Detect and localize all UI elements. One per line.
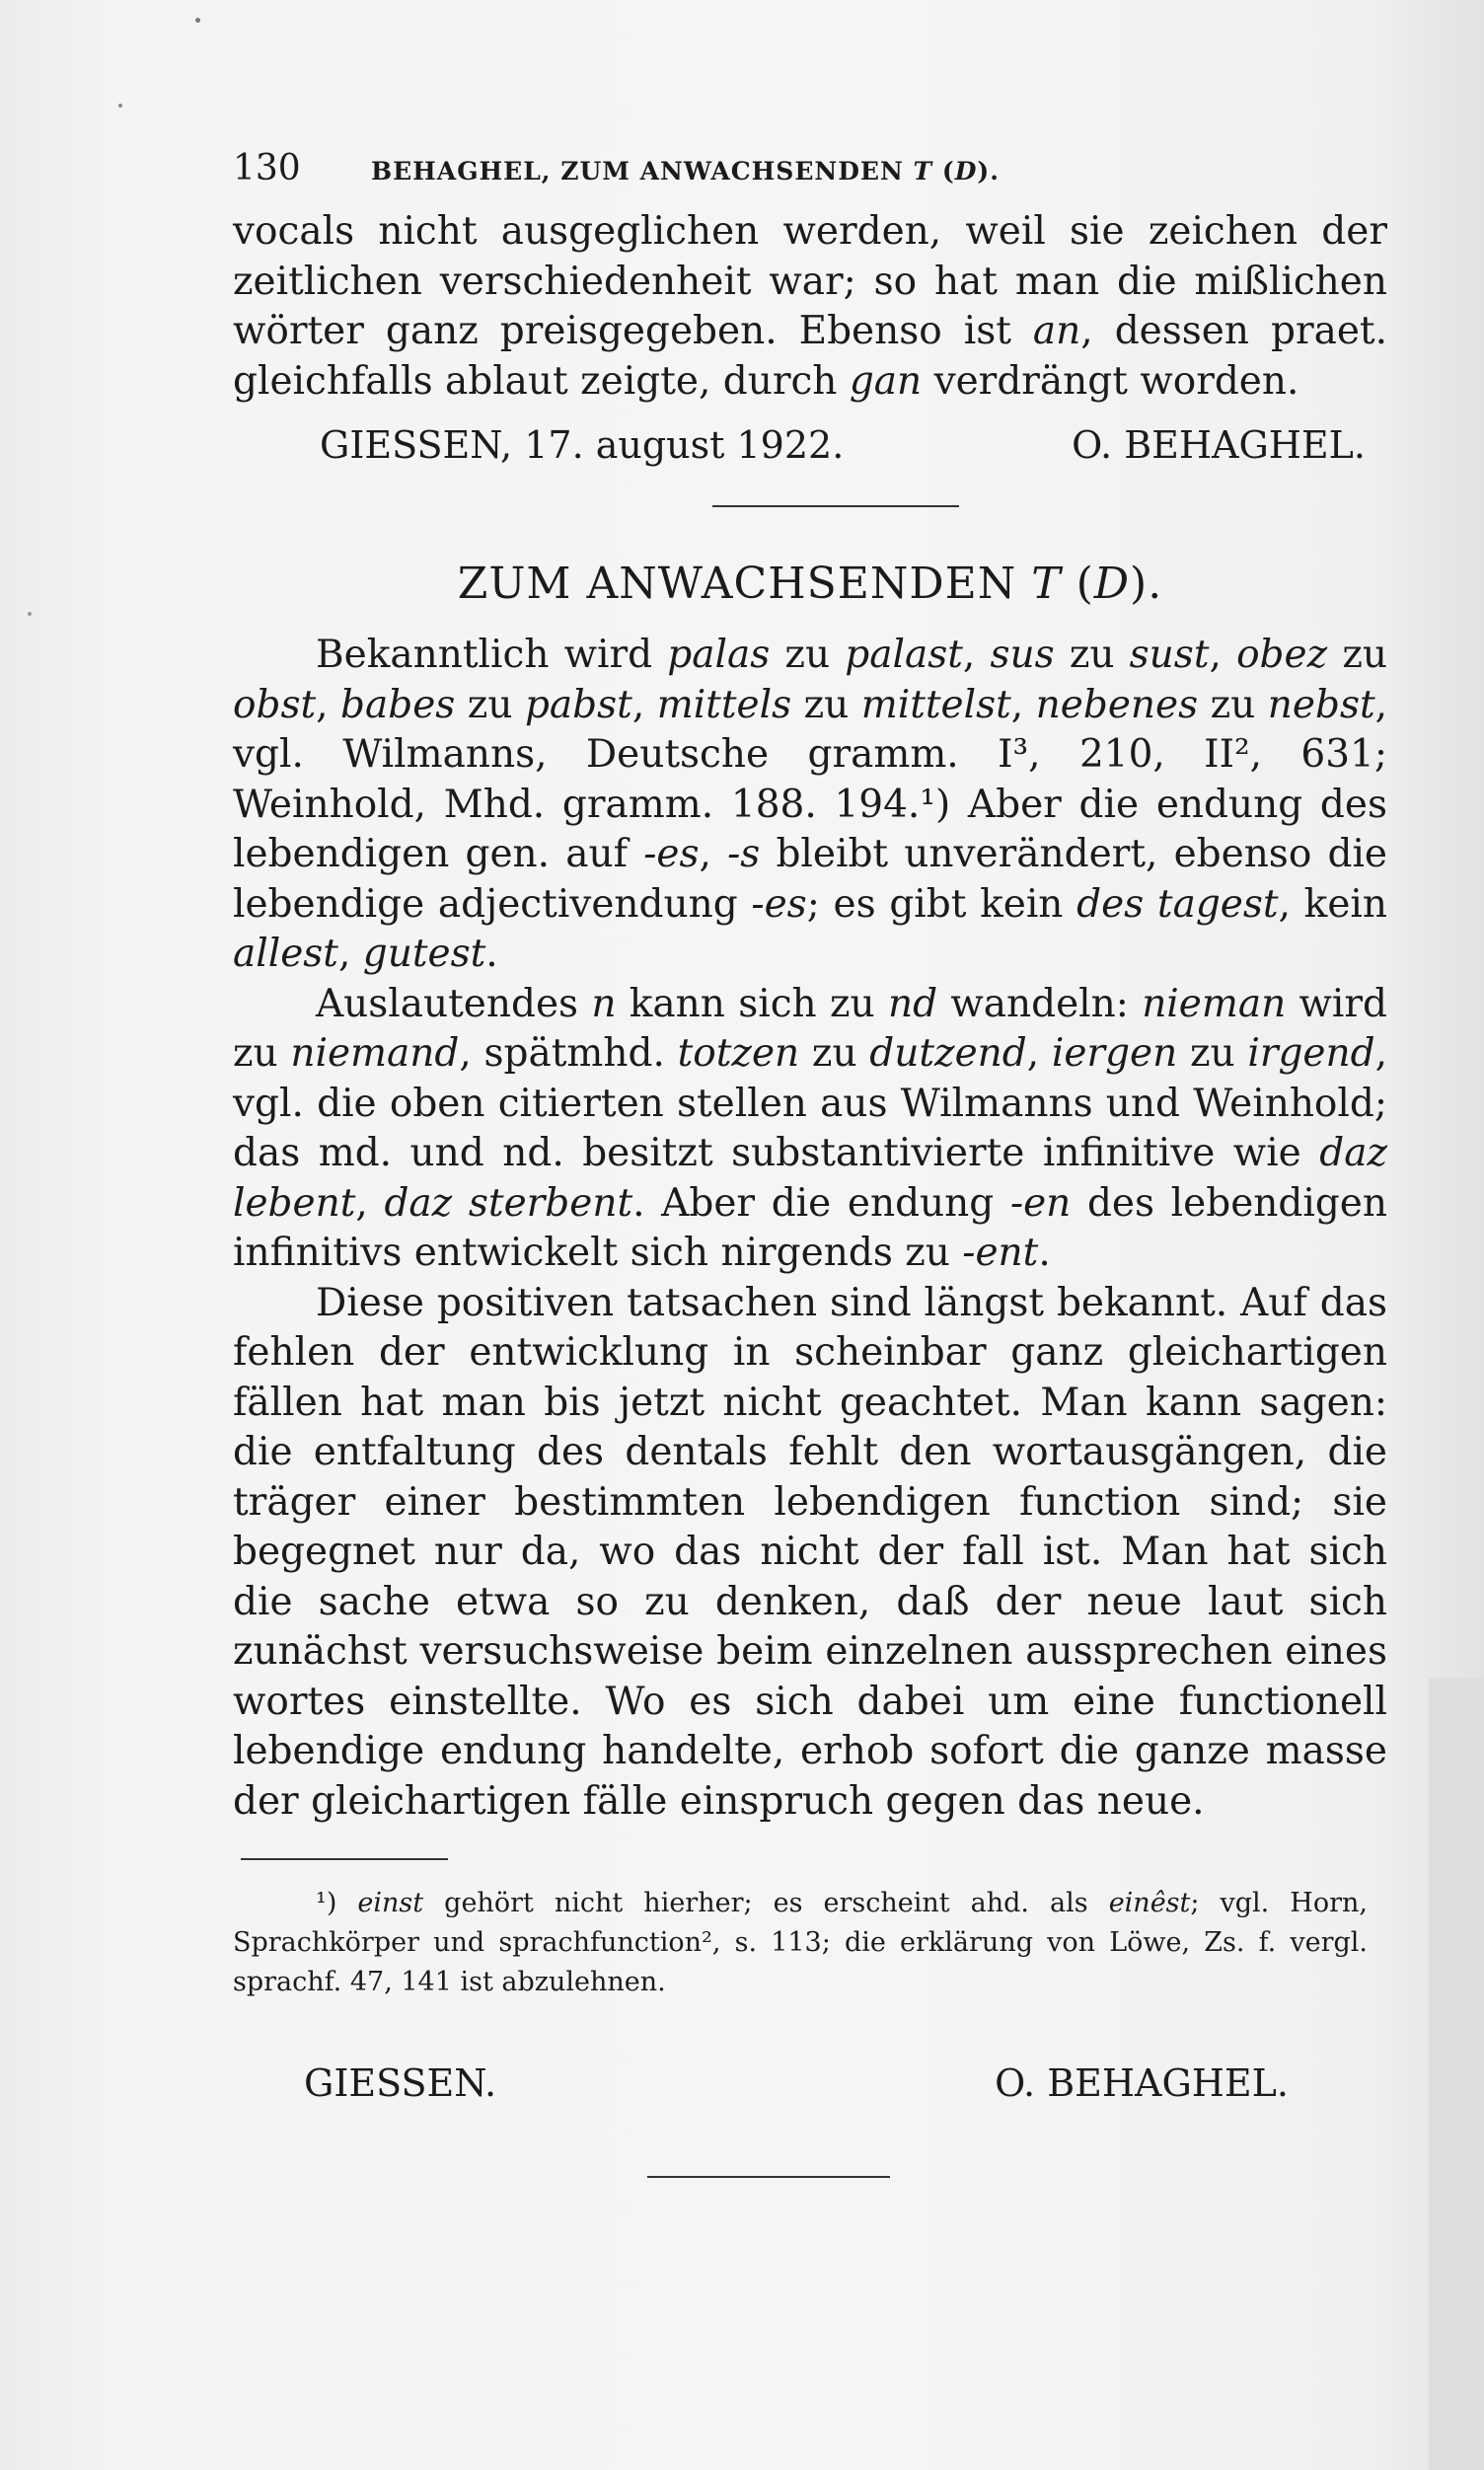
adjacent-page-edge xyxy=(1429,1678,1484,2470)
previous-article-closing-paragraph: vocals nicht ausgeglichen werden, weil sie zeichen der zeitlichen verschiedenheit war; so hat man die mißlichen wörter ganz preisgegeben. Ebenso ist an, dessen praet. gleichfalls ablaut zeigte, durch gan verdrängt worden. xyxy=(233,209,1387,404)
running-title: BEHAGHEL, ZUM ANWACHSENDEN T (D). xyxy=(371,157,1000,186)
page-number: 130 xyxy=(233,148,301,188)
paragraph-1: Bekanntlich wird palas zu palast, sus zu sust, obez zu obst, babes zu pabst, mittels zu mittelst, nebenes zu nebst, vgl. Wilmanns, Deutsche gramm. I³, 210, II², 631; Weinhold, Mhd. gramm. 188. 194.¹) Aber die endung des lebendigen gen. auf -es, -s bleibt unverändert, ebenso die lebendige adjectivendung -es; es gibt kein des tagest, kein allest, gutest. xyxy=(233,633,1388,976)
end-rule xyxy=(647,2176,890,2178)
place: GIESSEN. xyxy=(304,2061,497,2105)
author: O. BEHAGHEL. xyxy=(995,2061,1289,2105)
place-date: GIESSEN, 17. august 1922. xyxy=(320,423,845,467)
footnote-rule xyxy=(241,1858,448,1860)
author: O. BEHAGHEL. xyxy=(1072,423,1366,467)
footnote: ¹) einst gehört nicht hierher; es erscheint ahd. als einêst; vgl. Horn, Sprachkörper und sprachfunction², s. 113; die erklärung von Löwe, Zs. f. vergl. sprachf. 47, 141 ist abzulehnen. xyxy=(233,1888,1368,1997)
paragraph-2: Auslautendes n kann sich zu nd wandeln: nieman wird zu niemand, spätmhd. totzen zu dutzend, iergen zu irgend, vgl. die oben citierten stellen aus Wilmanns und Weinhold; das md. und nd. besitzt substantivierte infinitive wie daz lebent, daz sterbent. Aber die endung -en des lebendigen infinitivs entwickelt sich nirgends zu -ent. xyxy=(233,981,1387,1275)
running-head xyxy=(233,148,1387,207)
speck xyxy=(195,18,200,23)
text-block xyxy=(233,148,1387,2178)
previous-article-signature xyxy=(233,420,1387,470)
paragraph-3: Diese positiven tatsachen sind längst bekannt. Auf das fehlen der entwicklung in scheinbar ganz gleichartigen fällen hat man bis jetzt nicht geachtet. Man kann sagen: die entfaltung des dentals fehlt den wortausgängen, die träger einer bestimmten lebendigen function sind; sie begegnet nur da, wo das nicht der fall ist. Man hat sich die sache etwa so zu denken, daß der neue laut sich zunächst versuchsweise beim einzelnen aussprechen eines wortes einstellte. Wo es sich dabei um eine functionell lebendige endung handelte, erhob sofort die ganze masse der gleichartigen fälle einspruch gegen das neue. xyxy=(233,1280,1387,1824)
article-title: ZUM ANWACHSENDEN T (D). xyxy=(457,559,1163,609)
speck xyxy=(118,104,122,108)
section-divider xyxy=(712,505,959,507)
speck xyxy=(28,612,32,616)
article-signature xyxy=(233,2061,1387,2105)
